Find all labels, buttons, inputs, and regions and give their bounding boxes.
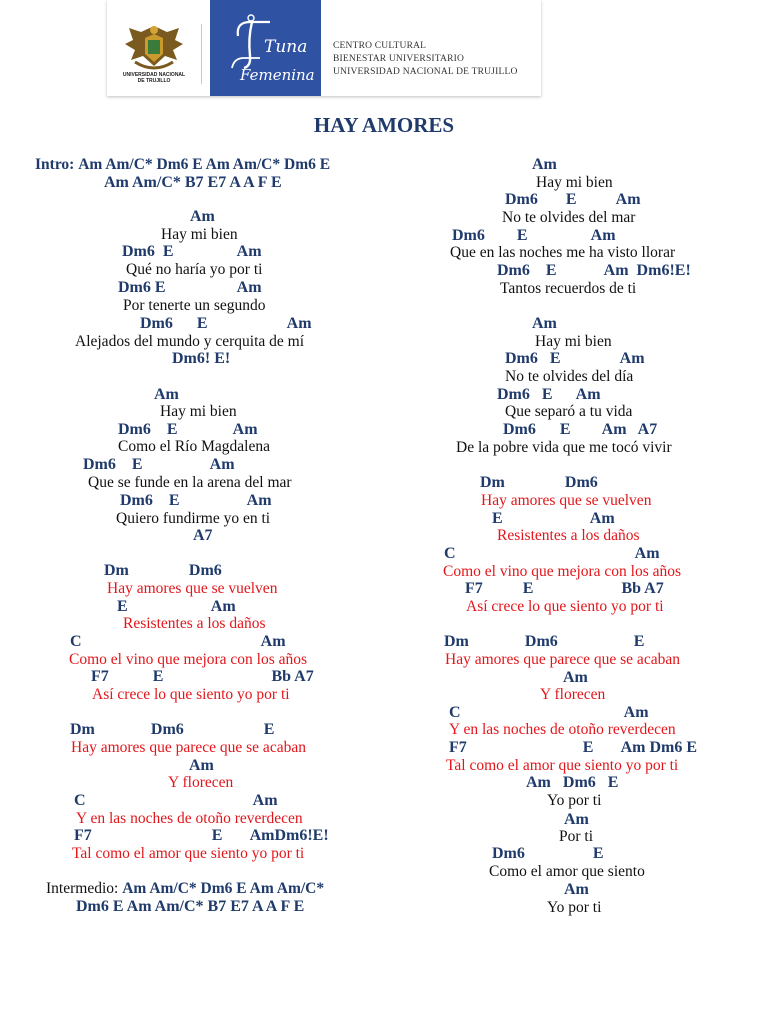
right-lyric-line: No te olvides del mar bbox=[502, 209, 636, 226]
right-chord-line: Dm Dm6 E bbox=[444, 633, 645, 650]
right-lyric-line: Yo por ti bbox=[547, 899, 602, 916]
right-chord-line: Am bbox=[532, 156, 557, 173]
left-chord-line: C Am bbox=[70, 633, 286, 650]
left-chord-line: Dm Dm6 E bbox=[70, 721, 275, 738]
left-lyric-line: Resistentes a los daños bbox=[123, 615, 266, 632]
right-chord-line: E Am bbox=[492, 510, 615, 527]
right-chord-line: Am bbox=[563, 669, 588, 686]
org-line: BIENESTAR UNIVERSITARIO bbox=[333, 54, 465, 64]
tuna-femenina-logo bbox=[210, 0, 321, 96]
right-lyric-line: Tantos recuerdos de ti bbox=[500, 280, 637, 297]
right-chord-line: Dm Dm6 bbox=[480, 474, 598, 491]
header-banner bbox=[107, 0, 541, 96]
left-lyric-line: Y florecen bbox=[168, 774, 234, 791]
left-lyric-line: Hay mi bien bbox=[160, 403, 237, 420]
right-lyric-line: Hay mi bien bbox=[536, 174, 613, 191]
header-divider bbox=[201, 24, 202, 84]
right-chord-line: Dm6 E bbox=[492, 845, 604, 862]
right-chord-line: C Am bbox=[444, 545, 660, 562]
right-chord-line: Dm6 E Am bbox=[497, 386, 601, 403]
intro-label: Intro: bbox=[35, 156, 75, 173]
left-lyric-line: Alejados del mundo y cerquita de mí bbox=[75, 333, 304, 350]
right-lyric-line: Por ti bbox=[559, 828, 594, 845]
intermedio-chords-continued: Dm6 E Am Am/C* B7 E7 A A F E bbox=[76, 898, 305, 915]
right-lyric-line: Que separó a tu vida bbox=[505, 403, 633, 420]
left-lyric-line: Quiero fundirme yo en ti bbox=[116, 510, 271, 527]
intermedio-label: Intermedio: bbox=[46, 880, 119, 897]
right-lyric-line: Y en las noches de otoño reverdecen bbox=[449, 721, 676, 738]
left-chord-line: Dm6 E Am bbox=[118, 279, 262, 296]
left-lyric-line: Como el vino que mejora con los años bbox=[69, 651, 308, 668]
right-lyric-line: Como el amor que siento bbox=[489, 863, 645, 880]
right-lyric-line: Hay amores que parece que se acaban bbox=[445, 651, 680, 668]
left-chord-line: Dm6 E Am bbox=[118, 421, 258, 438]
left-chord-line: F7 E Bb A7 bbox=[91, 668, 314, 685]
left-lyric-line: Qué no haría yo por ti bbox=[126, 261, 263, 278]
right-lyric-line: De la pobre vida que me tocó vivir bbox=[456, 439, 672, 456]
left-lyric-line: Y en las noches de otoño reverdecen bbox=[76, 810, 303, 827]
right-lyric-line: Así crece lo que siento yo por ti bbox=[466, 598, 664, 615]
left-lyric-line: Por tenerte un segundo bbox=[123, 297, 266, 314]
logo-word-femenina: Femenina bbox=[240, 66, 315, 84]
right-chord-line: F7 E Bb A7 bbox=[465, 580, 664, 597]
right-lyric-line: Tal como el amor que siento yo por ti bbox=[446, 757, 679, 774]
left-lyric-line: Como el Río Magdalena bbox=[118, 438, 270, 455]
logo-word-tuna: Tuna bbox=[264, 37, 308, 57]
right-chord-line: Dm6 E Am bbox=[505, 350, 645, 367]
left-chord-line: C Am bbox=[74, 792, 278, 809]
left-chord-line: Am bbox=[154, 386, 179, 403]
right-lyric-line: Como el vino que mejora con los años bbox=[443, 563, 682, 580]
song-title: HAY AMORES bbox=[313, 113, 455, 137]
left-chord-line: Dm6 E Am bbox=[120, 492, 272, 509]
right-chord-line: Dm6 E Am bbox=[505, 191, 641, 208]
left-lyric-line: Tal como el amor que siento yo por ti bbox=[72, 845, 305, 862]
left-chord-line: Dm6 E Am bbox=[83, 456, 235, 473]
left-lyric-line: Hay mi bien bbox=[161, 226, 238, 243]
intermedio-line bbox=[46, 880, 324, 898]
right-chord-line: C Am bbox=[449, 704, 649, 721]
right-chord-line: Dm6 E Am A7 bbox=[503, 421, 658, 438]
left-lyric-line: Hay amores que parece que se acaban bbox=[71, 739, 306, 756]
intermedio-chords: Am Am/C* Dm6 E Am Am/C* bbox=[122, 880, 325, 897]
intro-line bbox=[35, 156, 330, 174]
right-lyric-line: Resistentes a los daños bbox=[497, 527, 640, 544]
left-chord-line: Dm6! E! bbox=[172, 350, 231, 367]
left-lyric-line: Así crece lo que siento yo por ti bbox=[92, 686, 290, 703]
left-chord-line: Dm6 E Am bbox=[140, 315, 312, 332]
left-chord-line: E Am bbox=[117, 598, 236, 615]
left-chord-line: Am bbox=[189, 757, 214, 774]
right-chord-line: Am bbox=[532, 315, 557, 332]
right-chord-line: Dm6 E Am bbox=[452, 227, 616, 244]
right-lyric-line: Y florecen bbox=[540, 686, 606, 703]
left-chord-line: A7 bbox=[193, 527, 213, 544]
org-line: UNIVERSIDAD NACIONAL DE TRUJILLO bbox=[333, 67, 518, 77]
organization-lines bbox=[333, 40, 518, 79]
right-chord-line: Am Dm6 E bbox=[526, 774, 619, 791]
left-chord-line: Dm6 E Am bbox=[122, 243, 262, 260]
right-lyric-line: Hay mi bien bbox=[535, 333, 612, 350]
seal-caption: UNIVERSIDAD NACIONAL DE TRUJILLO bbox=[122, 72, 186, 84]
right-lyric-line: Hay amores que se vuelven bbox=[481, 492, 652, 509]
left-lyric-line: Que se funde en la arena del mar bbox=[88, 474, 292, 491]
left-chord-line: Am bbox=[190, 208, 215, 225]
right-lyric-line: Yo por ti bbox=[547, 792, 602, 809]
right-chord-line: Am bbox=[564, 811, 589, 828]
left-lyric-line: Hay amores que se vuelven bbox=[107, 580, 278, 597]
org-line: CENTRO CULTURAL bbox=[333, 41, 427, 51]
right-chord-line: Am bbox=[564, 881, 589, 898]
intro-chords: Am Am/C* Dm6 E Am Am/C* Dm6 E bbox=[78, 156, 331, 173]
left-chord-line: F7 E AmDm6!E! bbox=[74, 827, 329, 844]
right-lyric-line: No te olvides del día bbox=[505, 368, 634, 385]
right-chord-line: Dm6 E Am Dm6!E! bbox=[497, 262, 691, 279]
intro-chords-continued: Am Am/C* B7 E7 A A F E bbox=[104, 174, 282, 191]
right-lyric-line: Que en las noches me ha visto llorar bbox=[450, 244, 676, 261]
right-chord-line: F7 E Am Dm6 E bbox=[449, 739, 697, 756]
left-chord-line: Dm Dm6 bbox=[104, 562, 222, 579]
